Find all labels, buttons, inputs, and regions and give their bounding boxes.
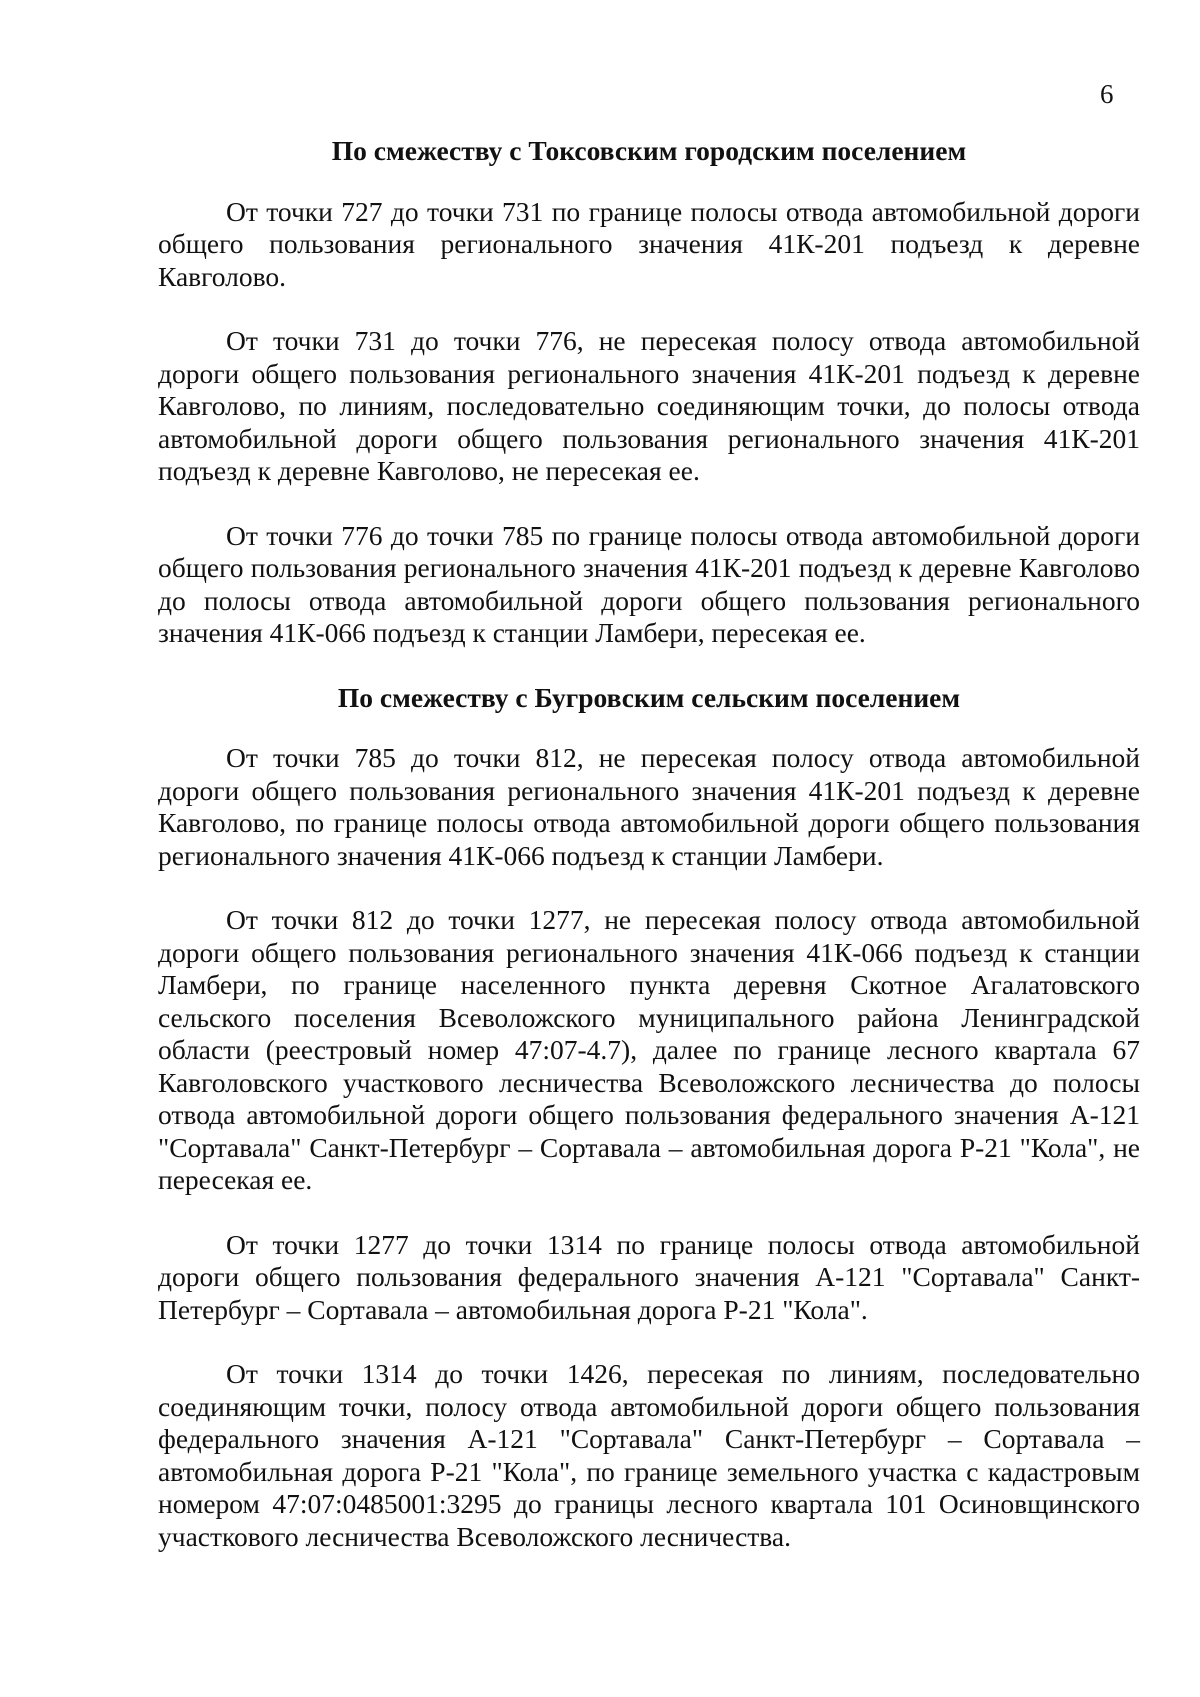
paragraph: От точки 1277 до точки 1314 по границе полосы отвода автомобильной дороги общего пользования федерального значения А-121 "Сортавала" Санкт-Петербург – Сортавала – автомобильная дорога Р-21 "Кола". (158, 1228, 1140, 1325)
paragraph: От точки 731 до точки 776, не пересекая полосу отвода автомобильной дороги общего пользования регионального значения 41К-201 подъезд к деревне Кавголово, по линиям, последовательно соединяющим точки, до полосы отвода автомобильной дороги общего пользования регионального значения 41К-201 подъезд к деревне Кавголово, не пересекая ее. (158, 325, 1140, 486)
section-toksovo (158, 135, 1140, 650)
paragraph: От точки 1314 до точки 1426, пересекая по линиям, последовательно соединяющим точки, полосу отвода автомобильной дороги общего пользования федерального значения А-121 "Сортавала" Санкт-Петербург – Сортавала – автомобильная дорога Р-21 "Кола", по границе земельного участка с кадастровым номером 47:07:0485001:3295 до границы лесного квартала 101 Осиновщинского участкового лесничества Всеволожского лесничества. (158, 1358, 1140, 1552)
section-bugry (158, 682, 1140, 1554)
section-heading: По смежеству с Бугровским сельским поселением (337, 681, 961, 713)
page-number: 6 (1100, 79, 1114, 109)
paragraph: От точки 812 до точки 1277, не пересекая полосу отвода автомобильной дороги общего пользования регионального значения 41К-066 подъезд к станции Ламбери, по границе населенного пункта деревня Скотное Агалатовского сельского поселения Всеволожского муниципального района Ленинградской области (реестровый номер 47:07-4.7), далее по границе лесного квартала 67 Кавголовского участкового лесничества Всеволожского лесничества до полосы отвода автомобильной дороги общего пользования федерального значения А-121 "Сортавала" Санкт-Петербург – Сортавала – автомобильная дорога Р-21 "Кола", не пересекая ее. (158, 904, 1140, 1195)
paragraph: От точки 727 до точки 731 по границе полосы отвода автомобильной дороги общего пользования регионального значения 41К-201 подъезд к деревне Кавголово. (158, 195, 1140, 292)
paragraph: От точки 785 до точки 812, не пересекая полосу отвода автомобильной дороги общего пользования регионального значения 41К-201 подъезд к деревне Кавголово, по границе полосы отвода автомобильной дороги общего пользования регионального значения 41К-066 подъезд к станции Ламбери. (158, 742, 1140, 871)
section-heading: По смежеству с Токсовским городским поселением (331, 135, 967, 166)
document-body (158, 135, 1140, 1585)
paragraph: От точки 776 до точки 785 по границе полосы отвода автомобильной дороги общего пользования регионального значения 41К-201 подъезд к деревне Кавголово до полосы отвода автомобильной дороги общего пользования регионального значения 41К-066 подъезд к станции Ламбери, пересекая ее. (158, 519, 1140, 648)
